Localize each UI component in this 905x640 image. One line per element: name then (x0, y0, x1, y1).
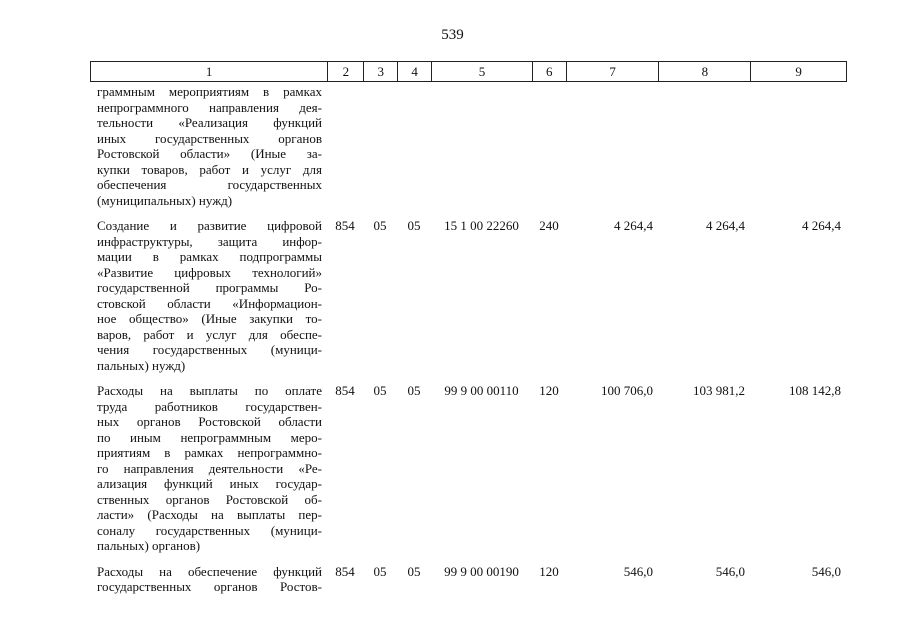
description-line: труда работников государствен- (97, 398, 322, 414)
header-col-2: 2 (327, 62, 363, 81)
cell-subsection: 05 (407, 383, 421, 398)
cell-subsection: 05 (407, 563, 421, 579)
cell-amount-2: 4 264,4 (706, 218, 745, 233)
description-line: ных органов Ростовской области (97, 414, 322, 429)
table-body (90, 84, 847, 605)
header-col-5: 5 (431, 62, 532, 81)
description-line: стовской области «Информацион- (97, 295, 322, 311)
description-line: чения государственных (муници- (97, 342, 322, 357)
cell-section: 05 (373, 218, 387, 233)
description-line: ственных органов Ростовской об- (97, 491, 322, 507)
cell-section (363, 84, 397, 208)
description-line: инфраструктуры, защита инфор- (97, 233, 322, 249)
row-description (90, 218, 327, 373)
description-line: (муниципальных) нужд) (97, 192, 233, 208)
cell-target-article: 99 9 00 00190 (444, 563, 519, 579)
cell-amount-2 (659, 84, 751, 208)
description-line: приятиям в рамках непрограммно- (97, 445, 322, 460)
cell-subsection (397, 84, 431, 208)
description-line: ласти» (Расходы на выплаты пер- (97, 507, 322, 522)
description-line: обеспечения государственных (97, 177, 322, 192)
cell-amount-2: 546,0 (715, 563, 745, 579)
row-description (90, 564, 327, 595)
table-row (90, 218, 847, 373)
cell-ministry: 854 (335, 383, 355, 398)
description-line: государственной программы Ро- (97, 280, 322, 295)
description-line: мации в рамках подпрограммы (97, 249, 322, 264)
description-line: го направления деятельности «Ре- (97, 460, 322, 476)
row-description (90, 383, 327, 554)
description-line: ализация функций иных государ- (97, 476, 322, 491)
description-line: иных государственных органов (97, 130, 322, 146)
cell-subsection: 05 (407, 218, 421, 233)
description-line: пальных) органов) (97, 538, 201, 553)
table-header-row (90, 61, 847, 82)
header-col-1: 1 (205, 64, 213, 79)
table-row (90, 564, 847, 595)
description-line: «Развитие цифровых технологий» (97, 264, 322, 280)
cell-amount-1 (566, 84, 659, 208)
table-row (90, 84, 847, 208)
table-row (90, 383, 847, 554)
description-line: по иным непрограммным меро- (97, 429, 322, 445)
description-line: Ростовской области» (Иные за- (97, 146, 322, 161)
description-line: ное общество» (Иные закупки то- (97, 311, 322, 326)
row-description (90, 84, 327, 208)
cell-amount-3 (751, 84, 847, 208)
header-col-9: 9 (750, 62, 846, 81)
cell-target-article: 99 9 00 00110 (444, 383, 519, 398)
description-line: Расходы на выплаты по оплате (97, 383, 322, 398)
cell-amount-1: 100 706,0 (601, 383, 653, 398)
description-line: Расходы на обеспечение функций (97, 563, 322, 579)
cell-amount-1: 546,0 (623, 563, 653, 579)
description-line: варов, работ и услуг для обеспе- (97, 326, 322, 342)
cell-amount-3: 546,0 (811, 563, 841, 579)
description-line: соналу государственных (муници- (97, 522, 322, 538)
cell-section: 05 (373, 383, 387, 398)
cell-amount-3: 4 264,4 (802, 218, 841, 233)
page-number: 539 (441, 27, 464, 43)
header-col-7: 7 (566, 62, 659, 81)
header-col-4: 4 (397, 62, 431, 81)
header-col-6: 6 (532, 62, 566, 81)
header-col-3: 3 (363, 62, 397, 81)
cell-amount-1: 4 264,4 (614, 218, 653, 233)
description-line: граммным мероприятиям в рамках (97, 84, 322, 99)
description-line: непрограммного направления дея- (97, 99, 322, 115)
description-line: тельности «Реализация функций (97, 115, 322, 130)
description-line: Создание и развитие цифровой (97, 218, 322, 233)
cell-expense-type: 240 (539, 218, 559, 233)
cell-expense-type (532, 84, 566, 208)
cell-section: 05 (373, 563, 387, 579)
description-line: купки товаров, работ и услуг для (97, 161, 322, 177)
cell-target-article (431, 84, 532, 208)
cell-amount-3: 108 142,8 (789, 383, 841, 398)
cell-expense-type: 120 (539, 383, 559, 398)
cell-target-article: 15 1 00 22260 (444, 218, 519, 233)
cell-amount-2: 103 981,2 (693, 383, 745, 398)
cell-ministry: 854 (335, 563, 355, 579)
description-line: пальных) нужд) (97, 357, 186, 373)
description-line: государственных органов Ростов- (97, 579, 322, 594)
cell-ministry (327, 84, 363, 208)
cell-ministry: 854 (335, 218, 355, 233)
cell-expense-type: 120 (539, 563, 559, 579)
header-col-8: 8 (658, 62, 750, 81)
